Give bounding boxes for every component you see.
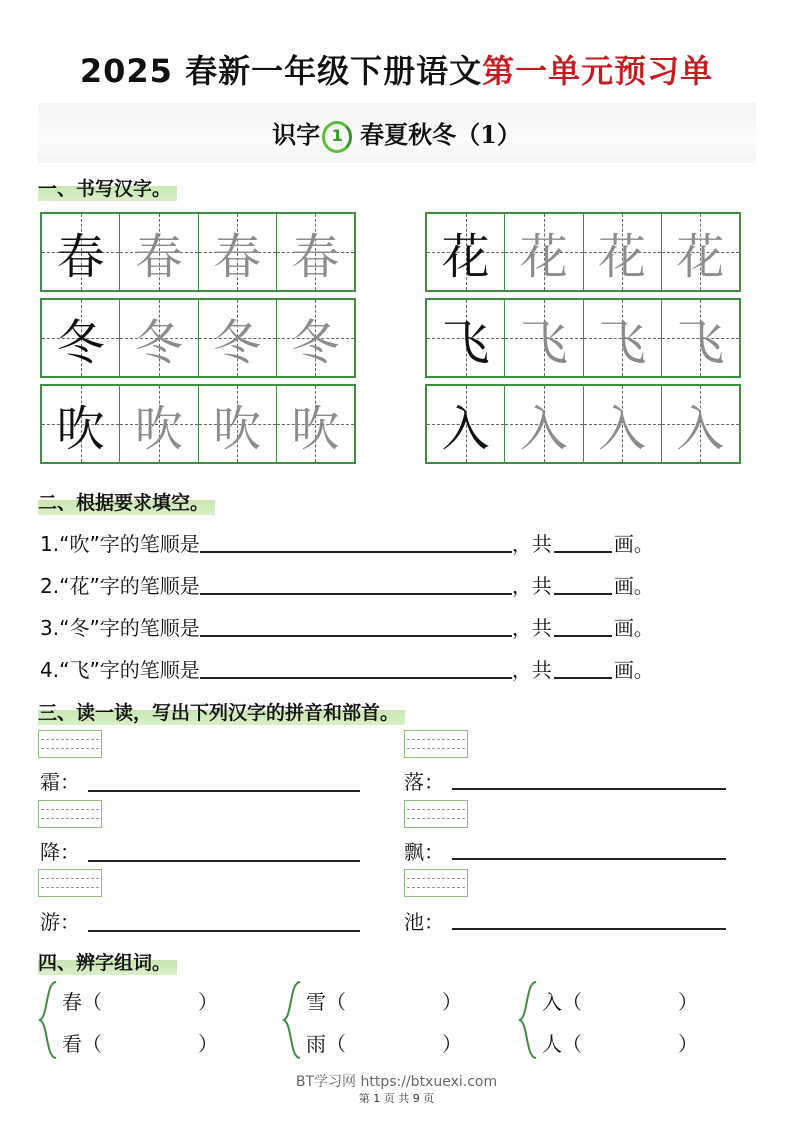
- writing-row: [425, 298, 741, 378]
- radical-answer-line[interactable]: [88, 790, 360, 792]
- char-label: 飘：: [404, 840, 444, 864]
- trace-char-cell[interactable]: 入: [662, 386, 739, 462]
- word-group-1: [38, 980, 278, 1060]
- trace-char-cell[interactable]: 入: [505, 386, 583, 462]
- section-1-heading: 一、书写汉字。: [38, 174, 177, 201]
- radical-answer-line[interactable]: [88, 860, 360, 862]
- word-item: 春（ ）: [62, 990, 218, 1014]
- trace-char-cell[interactable]: 吹: [277, 386, 354, 462]
- char-label: 池：: [404, 910, 444, 934]
- trace-char-cell[interactable]: 吹: [199, 386, 277, 462]
- stroke-order-question-1: 1.“吹”字的笔顺是 ，共 画。: [40, 532, 654, 556]
- title-black-part: 2025 春新一年级下册语文: [79, 52, 483, 90]
- trace-char-cell[interactable]: 飞: [584, 300, 662, 376]
- trace-char-cell[interactable]: 春: [120, 214, 198, 290]
- trace-char-cell[interactable]: 冬: [120, 300, 198, 376]
- radical-answer-line[interactable]: [452, 788, 726, 790]
- title-red-part: 第一单元预习单: [482, 52, 714, 90]
- trace-char-cell[interactable]: 吹: [120, 386, 198, 462]
- trace-char-cell[interactable]: 花: [662, 214, 739, 290]
- char-label: 霜：: [40, 770, 80, 794]
- stroke-order-blank[interactable]: [200, 615, 512, 637]
- radical-answer-line[interactable]: [88, 930, 360, 932]
- footer-page-number: 第 1 页 共 9 页: [358, 1092, 435, 1105]
- char-label: 降：: [40, 840, 80, 864]
- word-item: 看（ ）: [62, 1032, 218, 1056]
- writing-row: [425, 384, 741, 464]
- radical-answer-line[interactable]: [452, 858, 726, 860]
- pinyin-box[interactable]: [38, 800, 102, 828]
- writing-row: [40, 298, 356, 378]
- writing-grid-left: [40, 212, 356, 470]
- writing-grid-right: [425, 212, 741, 470]
- footer-site: BT学习网 https://btxuexi.com: [295, 1074, 498, 1090]
- trace-char-cell[interactable]: 花: [584, 214, 662, 290]
- stroke-order-blank[interactable]: [200, 657, 512, 679]
- model-char-cell: 花: [427, 214, 505, 290]
- char-label: 游：: [40, 910, 80, 934]
- word-item: 雨（ ）: [306, 1032, 462, 1056]
- section-4-heading: 四、辨字组词。: [38, 948, 177, 975]
- model-char-cell: 吹: [42, 386, 120, 462]
- pinyin-box[interactable]: [404, 730, 468, 758]
- stroke-order-question-3: 3.“冬”字的笔顺是 ，共 画。: [40, 616, 654, 640]
- model-char-cell: 春: [42, 214, 120, 290]
- stroke-count-blank[interactable]: [554, 573, 612, 595]
- word-group-2: [282, 980, 522, 1060]
- word-item: 雪（ ）: [306, 990, 462, 1014]
- trace-char-cell[interactable]: 飞: [662, 300, 739, 376]
- pinyin-box[interactable]: [404, 869, 468, 897]
- word-item: 人（ ）: [542, 1032, 698, 1056]
- pinyin-box[interactable]: [404, 800, 468, 828]
- section-3-heading: 三、读一读，写出下列汉字的拼音和部首。: [38, 698, 405, 725]
- trace-char-cell[interactable]: 飞: [505, 300, 583, 376]
- pinyin-box[interactable]: [38, 730, 102, 758]
- writing-row: [40, 384, 356, 464]
- trace-char-cell[interactable]: 冬: [277, 300, 354, 376]
- trace-char-cell[interactable]: 花: [505, 214, 583, 290]
- curly-brace-icon: [38, 980, 58, 1060]
- curly-brace-icon: [282, 980, 302, 1060]
- model-char-cell: 飞: [427, 300, 505, 376]
- writing-row: [40, 212, 356, 292]
- stroke-count-blank[interactable]: [554, 531, 612, 553]
- worksheet-title: [0, 46, 793, 92]
- trace-char-cell[interactable]: 春: [199, 214, 277, 290]
- subtitle-main: 春夏秋冬（1）: [360, 120, 521, 149]
- pinyin-box[interactable]: [38, 869, 102, 897]
- trace-char-cell[interactable]: 春: [277, 214, 354, 290]
- subtitle-prefix: 识字: [272, 120, 321, 149]
- writing-row: [425, 212, 741, 292]
- section-2-heading: 二、根据要求填空。: [38, 488, 215, 515]
- word-item: 入（ ）: [542, 990, 698, 1014]
- lesson-number-icon: 1: [322, 121, 352, 153]
- stroke-count-blank[interactable]: [554, 615, 612, 637]
- trace-char-cell[interactable]: 入: [584, 386, 662, 462]
- curly-brace-icon: [518, 980, 538, 1060]
- stroke-count-blank[interactable]: [554, 657, 612, 679]
- stroke-order-blank[interactable]: [200, 573, 512, 595]
- model-char-cell: 入: [427, 386, 505, 462]
- stroke-order-question-4: 4.“飞”字的笔顺是 ，共 画。: [40, 658, 654, 682]
- stroke-order-blank[interactable]: [200, 531, 512, 553]
- word-group-3: [518, 980, 758, 1060]
- trace-char-cell[interactable]: 冬: [199, 300, 277, 376]
- stroke-order-question-2: 2.“花”字的笔顺是 ，共 画。: [40, 574, 654, 598]
- model-char-cell: 冬: [42, 300, 120, 376]
- char-label: 落：: [404, 770, 444, 794]
- radical-answer-line[interactable]: [452, 928, 726, 930]
- lesson-subtitle: [0, 115, 793, 153]
